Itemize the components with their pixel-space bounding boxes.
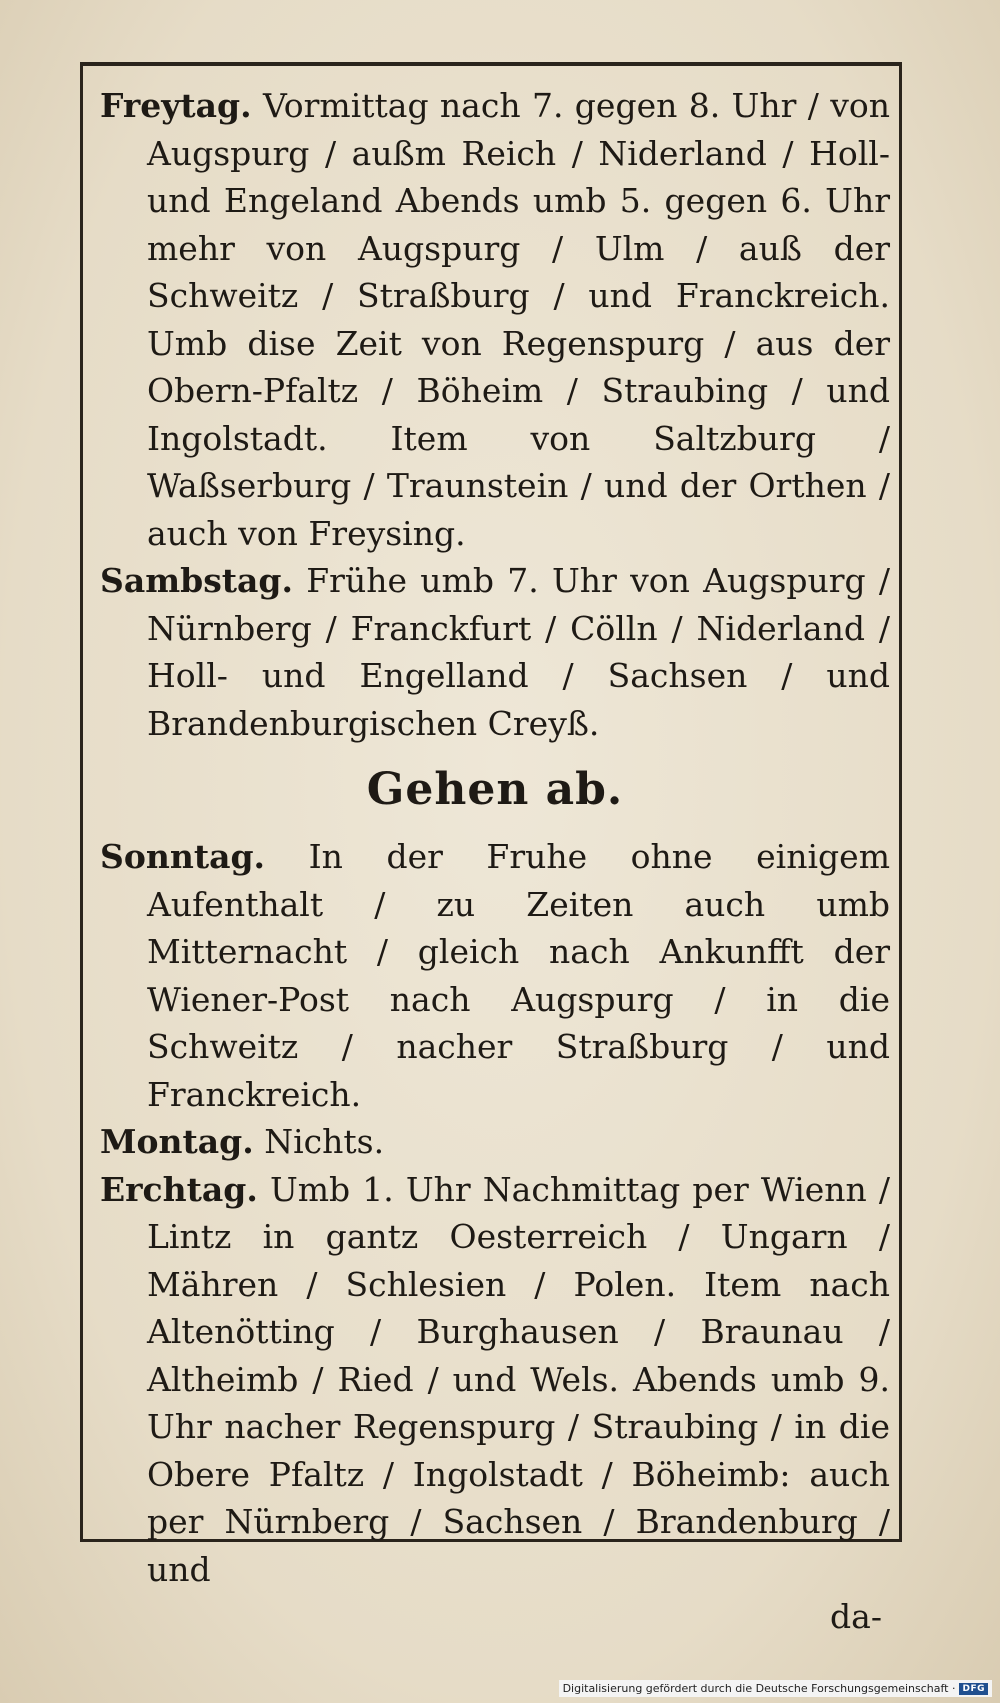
entry-friday xyxy=(100,82,890,557)
entry-text: Nichts. xyxy=(264,1122,385,1161)
entry-day: Sambstag. xyxy=(100,561,293,600)
entry-saturday xyxy=(100,557,890,747)
entry-sunday xyxy=(100,833,890,1118)
entry-text: Vormittag nach 7. gegen 8. Uhr / von Augspurg / außm Reich / Niderland / Holl- und Engeland Abends umb 5. gegen 6. Uhr mehr von Augspurg / Ulm / auß der Schweitz / Straßburg / und Franckreich. Umb dise Zeit von Regenspurg / aus der Obern-Pfaltz / Böheim / Straubing / und Ingolstadt. Item von Saltzburg / Waßserburg / Traunstein / und der Orthen / auch von Freysing. xyxy=(147,86,890,553)
entry-day: Freytag. xyxy=(100,86,252,125)
entry-monday xyxy=(100,1118,890,1166)
entry-text: Frühe umb 7. Uhr von Augspurg / Nürnberg / Franckfurt / Cölln / Niderland / Holl- und Engelland / Sachsen / und Brandenburgischen Creyß. xyxy=(147,561,890,743)
entry-tuesday xyxy=(100,1166,890,1594)
entry-day: Montag. xyxy=(100,1122,254,1161)
entry-text: In der Fruhe ohne einigem Aufenthalt / zu Zeiten auch umb Mitternacht / gleich nach Ankunfft der Wiener-Post nach Augspurg / in die Schweitz / nacher Straßburg / und Franckreich. xyxy=(147,837,890,1114)
digitization-footer xyxy=(559,1680,992,1697)
entry-day: Erchtag. xyxy=(100,1169,258,1209)
catchword: da- xyxy=(830,1597,882,1636)
schedule-text-block xyxy=(100,82,890,1640)
entry-text: Umb 1. Uhr Nachmittag per Wienn / Lintz in gantz Oesterreich / Ungarn / Mähren / Schlesien / Polen. Item nach Altenötting / Burghausen / Braunau / Altheimb / Ried / und Wels. Abends umb 9. Uhr nacher Regenspurg / Straubing / in die Obere Pfaltz / Ingolstadt / Böheimb: auch per Nürnberg / Sachsen / Brandenburg / und xyxy=(147,1169,890,1589)
entry-day: Sonntag. xyxy=(100,837,266,876)
dfg-logo: DFG xyxy=(959,1683,988,1695)
section-heading: Gehen ab. xyxy=(366,764,624,815)
footer-credit: Digitalisierung gefördert durch die Deutsche Forschungsgemeinschaft · xyxy=(562,1682,956,1695)
